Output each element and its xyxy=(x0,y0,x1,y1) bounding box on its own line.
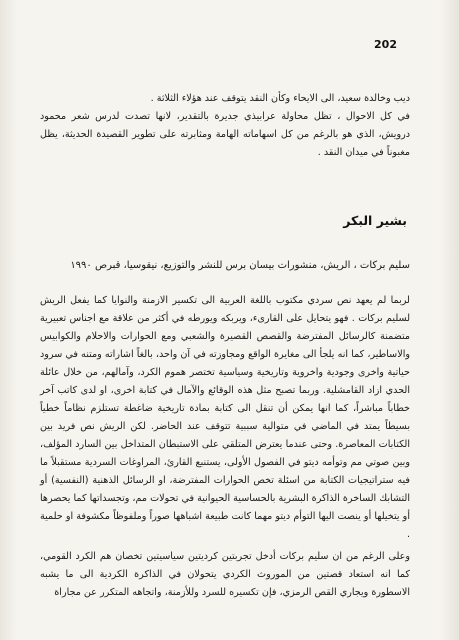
intro-paragraph-1: ديب وخالدة سعيد، الى الايحاء وكأن النقد يتوقف عند هؤلاء الثلاثة . xyxy=(150,93,410,104)
body-paragraph-1: لربما لم يعهد نص سردي مكتوب باللغة العربية الى تكسير الازمنة والنوايا كما يفعل الريش لسليم بركات . فهو يتحايل على القارىء، ويربكه ويورطه في أكثر من علاقة مع اجناس تعبيرية متضمنة كالرسائل المفترضة والقصص القصيرة والشعبي ومع الحوارات والاحلام والكوابيس والاساطير، كما انه يلجأ الى مغايرة الواقع ومجاوزته في آن واحد، بالغاً اشاراته ومتنه في سرود حياتية واخرى وجودية واخروية وتاريخية وسياسية تختصر هموم الكرد، وآمالهم، من خلال عائلة الحدي ازاد القامشلية. وربما تصبح مثل هذه الوقائع والآمال في كتابة اخرى، او لدى كاتب آخر خطاباً مباشراً، كما انها يمكن أن تنقل الى كتابة بمادة تاريخية ضاغطة تستلزم نظاماً خطياً بسيطاً يمتد في الماضي في متوالية سببية تتوقف عند الحاضر. لكن الريش نص فريد بين الكتابات المعاصرة. وحتى عندما يعترض المتلقي على الاستبطان المتداخل بين السارد المؤلف، وبين صوتي مم وتوأمه ديتو في الفصول الأولى، يستنبع القارئ، المراوغات السردية مستقبلاً ما فيه ستراتيجيات الكتابة من اسئلة تخص الحوارات المفترضة، او الرسائل الذهنية (النفسية) أو التشابك الساخرة الذاكرة البشرية بالحساسية الحيوانية في تحولات مم، وتجسداتها كما يحصرها أو يتخيلها أو ينصت اليها التوأم ديتو مهما كانت طبيعة اشباهها صوراً وملفوظاً مكشوفة او حلمية . xyxy=(40,295,410,540)
book-citation: سليم بركات ، الريش، منشورات بيسان برس للنشر والتوزيع، نيقوسيا، قبرص ١٩٩٠ xyxy=(70,260,410,271)
intro-text xyxy=(40,90,410,162)
page-number: 202 xyxy=(374,38,397,51)
body-paragraph-2: وعلى الرغم من ان سليم بركات أدخل تجربتين كرديتين سياسيتين تخصان هم الكرد القومي، كما انه استعاد قصتين من الموروث الكردي يتحولان في الذاكرة الكردية الى ما يشبه الاسطورة ويجاري القص الرمزي، فإن تكسيره للسرد وللأزمنة، واتجاهه المتكرر عن مجاراة xyxy=(40,551,410,598)
section-title: بشير البكر xyxy=(343,213,407,228)
intro-paragraph-2: في كل الاحوال ، تظل محاولة عرابيذي جديرة بالتقدير، لانها تصدت لدرس شعر محمود درويش، الذي هو بالرغم من كل اسهاماته الهامة ومثابرته على تطوير القصيدة الحديثة، يظل مغبوناً في ميدان النقد . xyxy=(40,111,410,158)
review-body xyxy=(40,292,410,602)
